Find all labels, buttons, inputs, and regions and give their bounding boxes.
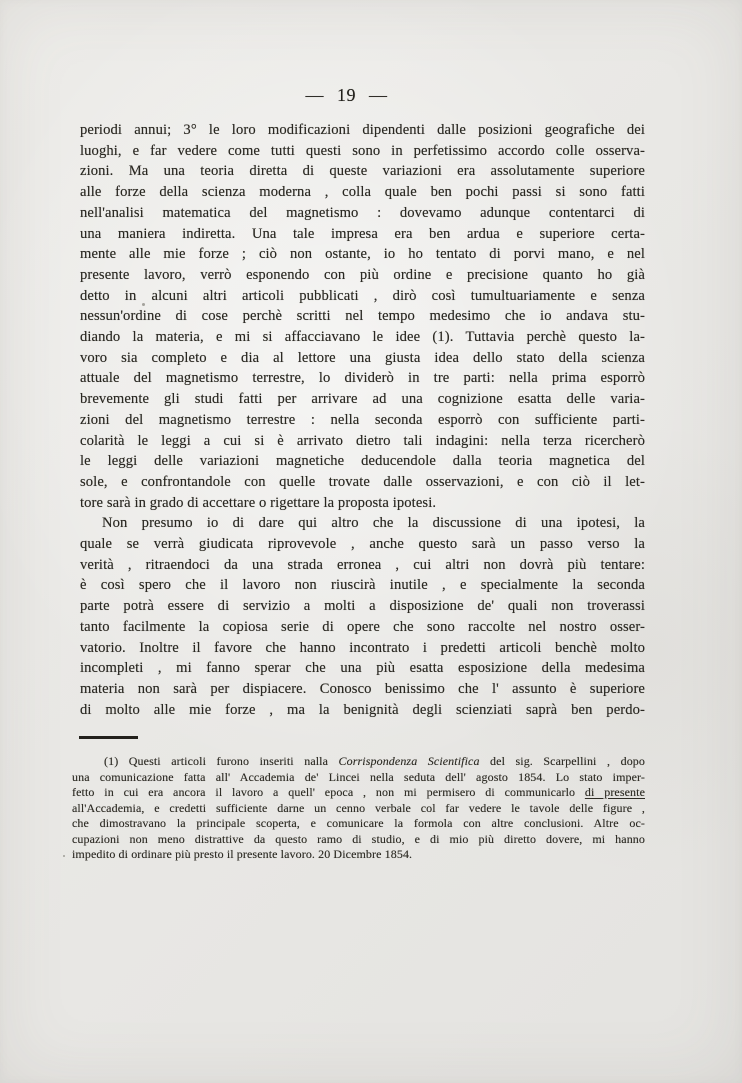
- paragraph-2: [80, 513, 645, 720]
- text-line: è così spero che il lavoro non riuscirà inutile , e specialmente la seconda: [80, 577, 645, 594]
- text-line: alle forze della scienza moderna , colla quale ben pochi passi si sono fatti: [80, 184, 645, 201]
- text-line: nessun'ordine di cose perchè scritti nel tempo medesimo che io andava stu-: [80, 308, 645, 325]
- text-line: zioni del magnetismo terrestre : nella seconda esporrò con sufficiente parti-: [80, 411, 645, 428]
- text-line: attuale del magnetismo terrestre, lo dividerò in tre parti: nella prima esporrò: [80, 370, 645, 387]
- text-line: una comunicazione fatta all' Accademia de' Lincei nella seduta dell' agosto 1854. Lo stato imper-: [72, 769, 645, 784]
- text-line: presente lavoro, verrò esponendo con più ordine e precisione quanto ho già: [80, 266, 645, 283]
- text-line: mente alle mie forze ; ciò non ostante, io ho tentato di porvi mano, e nel: [80, 246, 645, 263]
- text-line: all'Accademia, e credetti sufficiente darne un cenno verbale col far vedere le tavole delle figure ,: [72, 800, 645, 815]
- text-line: impedito di ordinare più presto il presente lavoro. 20 Dicembre 1854.: [72, 847, 413, 861]
- text-line: parte potrà essere di servizio a molti a disposizione de' quali non troverassi: [80, 598, 645, 615]
- scan-speck: [63, 855, 65, 857]
- text-line: (1) Questi articoli furono inseriti nalla Corrispondenza Scientifica del sig. Scarpellini , dopo: [104, 754, 645, 768]
- text-line: Non presumo io di dare qui altro che la discussione di una ipotesi, la: [102, 515, 645, 532]
- text-line: le leggi delle variazioni magnetiche deducendole dalla teoria magnetica del: [80, 453, 645, 470]
- main-text-block: [80, 120, 645, 720]
- text-line: una maniera indiretta. Una tale impresa era ben ardua e superiore certa-: [80, 225, 645, 242]
- page-number: — 19 —: [305, 85, 388, 105]
- text-line: di molto alle mie forze , ma la benignità degli scienziati saprà ben perdo-: [80, 701, 645, 718]
- text-line: incompleti , mi fanno sperar che una più esatta esposizione della medesima: [80, 660, 645, 677]
- paragraph-1: [80, 120, 645, 513]
- text-line: periodi annui; 3° le loro modificazioni dipendenti dalle posizioni geografiche dei: [80, 122, 645, 138]
- text-line: fetto in cui era ancora il lavoro a quell' epoca , non mi permisero di communicarlo di presente: [72, 785, 645, 799]
- text-line: voro sia completo e dia al lettore una giusta idea dello stato della scienza: [80, 349, 645, 366]
- text-line: nell'analisi matematica del magnetismo : dovevamo adunque contentarci di: [80, 204, 645, 221]
- footnote-block: [72, 754, 645, 863]
- text-line: cupazioni non meno distrattive da questo ramo di studio, e di mio più diretto dovere, mi hanno: [72, 831, 645, 846]
- text-line: detto in alcuni altri articoli pubblicati , dirò così tumultuariamente e senza: [80, 287, 645, 304]
- text-line: brevemente gli studi fatti per arrivare ad una cognizione esatta delle varia-: [80, 391, 645, 408]
- text-line: luoghi, e far vedere come tutti questi sono in perfetissimo accordo colle osserva-: [80, 142, 645, 159]
- text-line: verità , ritraendoci da una strada erronea , cui altri non dovrà più tentare:: [80, 556, 645, 573]
- text-line: sole, e confrontandole con quelle trovate dalle osservazioni, e con ciò il let-: [80, 473, 645, 490]
- text-line: materia non sarà per dispiacere. Conosco benissimo che l' assunto è superiore: [80, 680, 645, 697]
- text-line: zioni. Ma una teoria diretta di queste variazioni era assolutamente superiore: [80, 163, 645, 180]
- text-line: che dimostravano la principale scoperta, e comunicare la formola con altre conclusioni. Altre oc-: [72, 816, 645, 830]
- text-line: diando la materia, e mi si affacciavano le idee (1). Tuttavia perchè questo la-: [80, 329, 645, 346]
- text-line: quale se verrà giudicata riprovevole , anche questo sarà un passo verso la: [80, 536, 645, 553]
- text-line: tanto facilmente la copiosa serie di opere che sono raccolte nel nostro osser-: [80, 618, 645, 635]
- text-line: vatorio. Inoltre il favore che hanno incontrato i predetti articoli benchè molto: [80, 639, 645, 656]
- footnote-divider: [79, 736, 138, 739]
- text-line: colarità le leggi a cui si è arrivato dietro tali indagini: nella terza ricercherò: [80, 432, 645, 449]
- scan-speck: [142, 303, 145, 306]
- text-line: tore sarà in grado di accettare o rigettare la proposta ipotesi.: [80, 494, 437, 511]
